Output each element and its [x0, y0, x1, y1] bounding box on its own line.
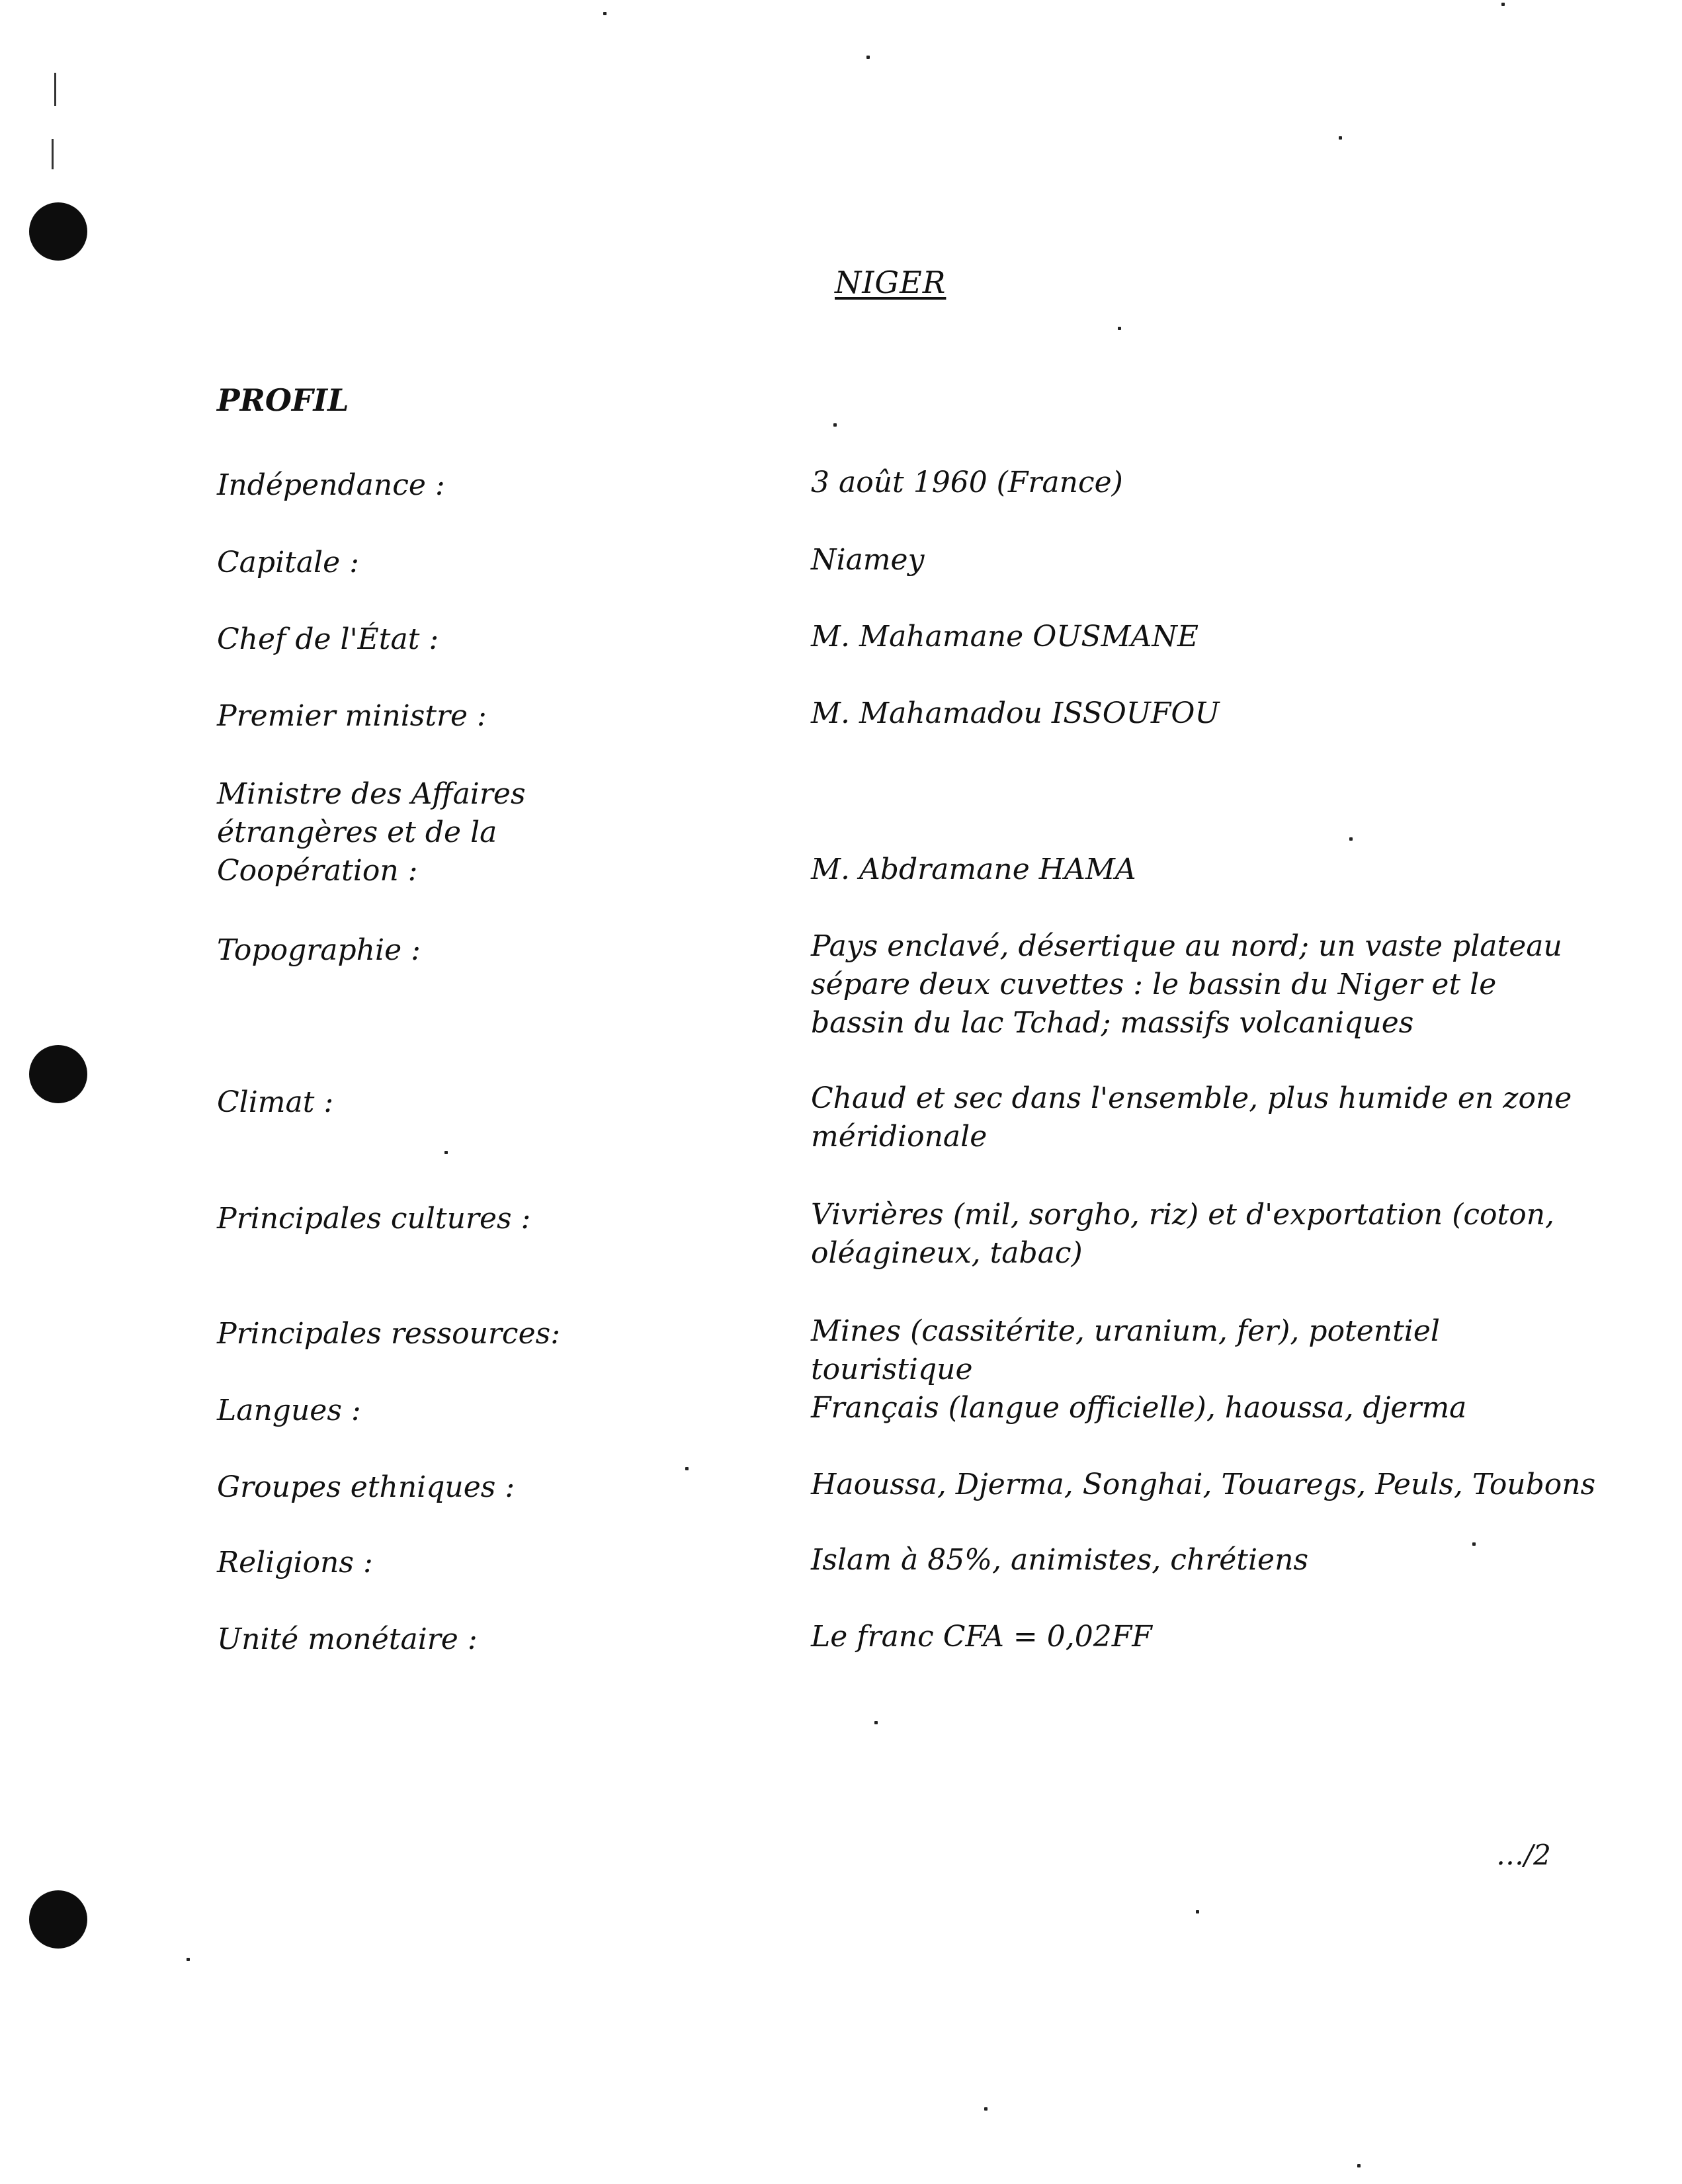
label-topographie: Topographie :: [217, 933, 421, 967]
scan-speck: [1118, 327, 1121, 330]
value-principales-ressources: Mines (cassitérite, uranium, fer), potentiel touristique: [811, 1314, 1440, 1386]
label-ministre-affaires-etrangeres: Ministre des Affaires étrangères et de la Coopération :: [217, 777, 526, 888]
value-capitale: Niamey: [811, 543, 925, 577]
value-climat: Chaud et sec dans l'ensemble, plus humide en zone méridionale: [811, 1081, 1572, 1154]
value-chef-etat: M. Mahamane OUSMANE: [811, 620, 1198, 653]
punch-hole-top: [29, 202, 87, 261]
value-topographie: Pays enclavé, désertique au nord; un vaste plateau sépare deux cuvettes : le bassin du Niger et le bassin du lac Tchad; massifs volcaniques: [811, 929, 1562, 1040]
label-capitale: Capitale :: [217, 546, 359, 579]
value-unite-monetaire: Le franc CFA = 0,02FF: [811, 1620, 1152, 1654]
scan-speck: [1339, 136, 1342, 140]
label-religions: Religions :: [217, 1546, 373, 1579]
label-unite-monetaire: Unité monétaire :: [217, 1622, 478, 1656]
scan-mark: [52, 139, 54, 169]
scan-speck: [187, 1958, 190, 1961]
label-independance: Indépendance :: [217, 468, 445, 502]
scan-speck: [1357, 2164, 1361, 2167]
document-title: NIGER: [835, 265, 946, 300]
value-premier-ministre: M. Mahamadou ISSOUFOU: [811, 696, 1220, 730]
page-continuation-marker: …/2: [1496, 1839, 1551, 1871]
scan-speck: [1196, 1910, 1199, 1913]
scan-speck: [1349, 837, 1353, 841]
scan-speck: [874, 1721, 878, 1724]
label-climat: Climat :: [217, 1085, 334, 1119]
scan-mark: [54, 73, 56, 106]
value-ministre-affaires-etrangeres: M. Abdramane HAMA: [811, 853, 1136, 886]
label-principales-ressources: Principales ressources:: [217, 1317, 561, 1351]
scan-speck: [444, 1151, 448, 1154]
value-independance: 3 août 1960 (France): [811, 466, 1123, 499]
scan-speck: [866, 56, 870, 59]
label-principales-cultures: Principales cultures :: [217, 1202, 531, 1236]
scan-speck: [603, 12, 607, 15]
value-principales-cultures: Vivrières (mil, sorgho, riz) et d'exportation (coton, oléagineux, tabac): [811, 1198, 1555, 1270]
punch-hole-bottom: [29, 1890, 87, 1949]
scan-speck: [984, 2107, 988, 2111]
label-langues: Langues :: [217, 1394, 361, 1427]
label-groupes-ethniques: Groupes ethniques :: [217, 1470, 515, 1504]
label-premier-ministre: Premier ministre :: [217, 699, 487, 733]
section-heading: PROFIL: [217, 382, 349, 418]
value-religions: Islam à 85%, animistes, chrétiens: [811, 1543, 1309, 1577]
punch-hole-middle: [29, 1045, 87, 1103]
value-langues: Français (langue officielle), haoussa, djerma: [811, 1391, 1467, 1425]
label-chef-etat: Chef de l'État :: [217, 622, 439, 656]
scan-speck: [685, 1467, 689, 1470]
value-groupes-ethniques: Haoussa, Djerma, Songhai, Touaregs, Peuls, Toubons: [811, 1468, 1596, 1501]
scan-speck: [833, 423, 837, 427]
scan-speck: [1501, 3, 1505, 6]
